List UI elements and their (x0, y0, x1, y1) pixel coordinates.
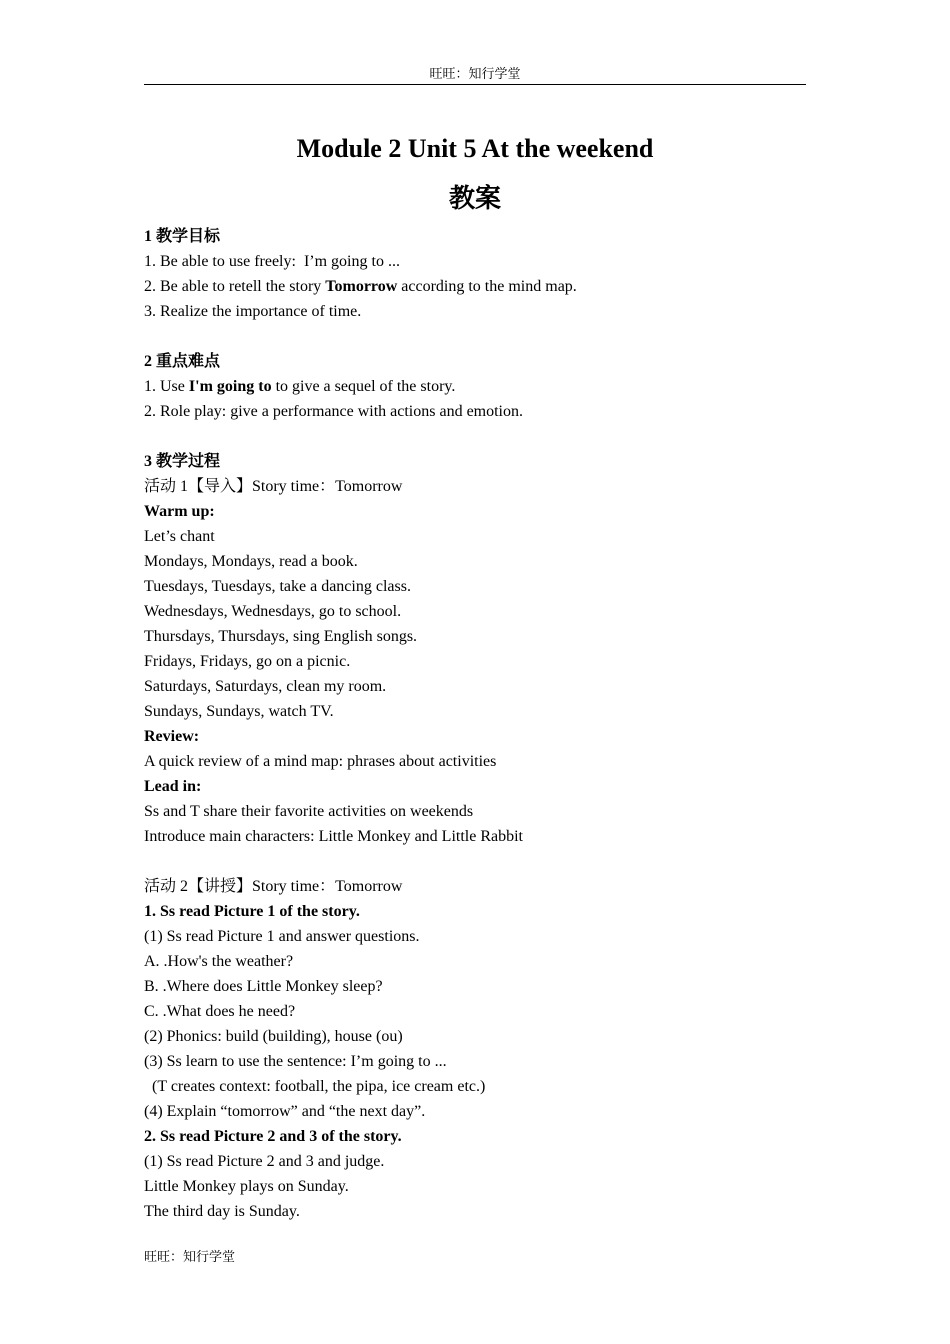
objective-2 (144, 274, 806, 299)
key-point-1 (144, 374, 806, 399)
chant-line: Wednesdays, Wednesdays, go to school. (144, 603, 402, 620)
step-1-heading: 1. Ss read Picture 1 of the story. (144, 903, 360, 920)
objective-1: 1. Be able to use freely: I’m going to ... (144, 253, 400, 270)
objective-3: 3. Realize the importance of time. (144, 303, 362, 320)
spacer (144, 324, 806, 349)
activity-2-heading: 活动 2【讲授】Story time：Tomorrow (144, 878, 403, 895)
objective-2-bold: Tomorrow (325, 278, 398, 295)
step-2-line: The third day is Sunday. (144, 1203, 300, 1220)
chant-line: Sundays, Sundays, watch TV. (144, 703, 334, 720)
section-heading-key-points: 2 重点难点 (144, 353, 221, 370)
section-heading-process: 3 教学过程 (144, 453, 221, 470)
step-1-line: (T creates context: football, the pipa, ice cream etc.) (144, 1078, 486, 1095)
lead-in-label: Lead in: (144, 778, 202, 795)
chant-line: Thursdays, Thursdays, sing English songs. (144, 628, 418, 645)
key-point-1-bold: I'm going to (188, 378, 272, 395)
step-1-line: (4) Explain “tomorrow” and “the next day”. (144, 1103, 426, 1120)
chant-line: Fridays, Fridays, go on a picnic. (144, 653, 351, 670)
warm-up-label: Warm up: (144, 503, 215, 520)
page-footer: 旺旺：知行学堂 (144, 1249, 236, 1264)
spacer (144, 849, 806, 874)
review-label: Review: (144, 728, 200, 745)
lead-in-line: Ss and T share their favorite activities on weekends (144, 803, 474, 820)
step-2-line: (1) Ss read Picture 2 and 3 and judge. (144, 1153, 385, 1170)
step-1-line: C. .What does he need? (144, 1003, 296, 1020)
header-rule (144, 84, 806, 85)
document-title: Module 2 Unit 5 At the weekend (296, 134, 654, 163)
key-point-1-post: to give a sequel of the story. (271, 378, 456, 395)
step-2-heading: 2. Ss read Picture 2 and 3 of the story. (144, 1128, 402, 1145)
step-1-line: (1) Ss read Picture 1 and answer questions. (144, 928, 420, 945)
spacer (144, 424, 806, 449)
chant-title: Let’s chant (144, 528, 215, 545)
objective-2-post: according to the mind map. (397, 278, 577, 295)
step-1-line: A. .How's the weather? (144, 953, 294, 970)
chant-line: Saturdays, Saturdays, clean my room. (144, 678, 387, 695)
key-point-1-pre: 1. Use (144, 378, 189, 395)
section-heading-objectives: 1 教学目标 (144, 228, 221, 245)
activity-1-heading: 活动 1【导入】Story time：Tomorrow (144, 478, 403, 495)
document-body (144, 224, 806, 1224)
lead-in-line: Introduce main characters: Little Monkey and Little Rabbit (144, 828, 523, 845)
step-1-line: (2) Phonics: build (building), house (ou) (144, 1028, 403, 1045)
review-text: A quick review of a mind map: phrases about activities (144, 753, 497, 770)
chant-line: Tuesdays, Tuesdays, take a dancing class. (144, 578, 411, 595)
step-1-line: B. .Where does Little Monkey sleep? (144, 978, 383, 995)
page-header: 旺旺：知行学堂 (429, 66, 521, 81)
step-1-line: (3) Ss learn to use the sentence: I’m going to ... (144, 1053, 447, 1070)
key-point-2: 2. Role play: give a performance with actions and emotion. (144, 403, 523, 420)
chant-line: Mondays, Mondays, read a book. (144, 553, 358, 570)
document-subtitle: 教案 (448, 184, 501, 213)
objective-2-pre: 2. Be able to retell the story (144, 278, 326, 295)
step-2-line: Little Monkey plays on Sunday. (144, 1178, 349, 1195)
